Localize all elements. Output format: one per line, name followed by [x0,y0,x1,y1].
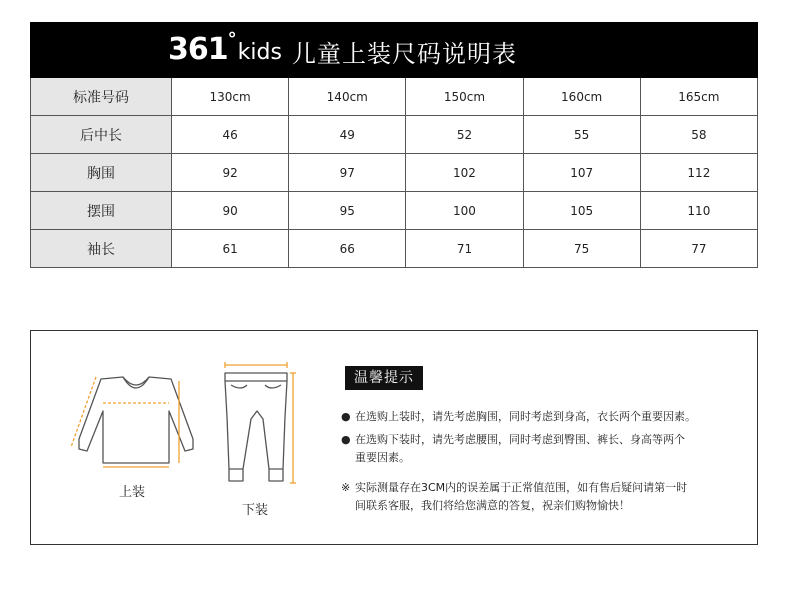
table-cell: 61 [172,230,289,268]
table-cell: 52 [406,116,523,154]
table-cell: 140cm [289,78,406,116]
page-title: 儿童上装尺码说明表 [292,40,517,68]
table-cell: 90 [172,192,289,230]
tips-box [30,330,758,545]
brand-logo [168,29,282,67]
table-cell: 95 [289,192,406,230]
logo-number: 361 [168,32,228,67]
size-table [30,78,758,268]
table-cell: 71 [406,230,523,268]
tip-text: 在选购下装时，请先考虑腰围，同时考虑到臀围、裤长、身高等两个 [355,433,685,446]
table-row [31,116,758,154]
table-row [31,230,758,268]
tip-text-continued: 重要因素。 [355,451,410,464]
bullet-icon: ● [341,410,351,423]
table-cell: 107 [523,154,640,192]
table-cell: 75 [523,230,640,268]
row-label: 袖长 [31,230,172,268]
row-label: 标准号码 [31,78,172,116]
table-cell: 46 [172,116,289,154]
table-cell: 55 [523,116,640,154]
tip-item [341,408,696,426]
top-garment-icon [61,371,211,471]
logo-degree: ° [227,29,237,50]
table-cell: 150cm [406,78,523,116]
row-label: 摆围 [31,192,172,230]
logo-kids: kids [237,40,282,65]
bottom-garment-icon [211,357,301,497]
table-cell: 77 [640,230,757,268]
note-icon: ※ [341,481,351,494]
row-label: 后中长 [31,116,172,154]
table-cell: 105 [523,192,640,230]
table-cell: 130cm [172,78,289,116]
table-row [31,192,758,230]
tip-text: 在选购上装时，请先考虑胸围，同时考虑到身高，衣长两个重要因素。 [355,410,696,423]
table-cell: 97 [289,154,406,192]
table-cell: 165cm [640,78,757,116]
bottom-garment-label: 下装 [242,503,269,518]
table-cell: 66 [289,230,406,268]
table-cell: 58 [640,116,757,154]
table-cell: 160cm [523,78,640,116]
note-text-continued: 间联系客服，我们将给您满意的答复，祝亲们购物愉快！ [355,499,630,512]
tips-title: 温馨提示 [345,366,423,390]
top-garment-label: 上装 [119,485,146,500]
tip-item [341,431,685,467]
table-cell: 92 [172,154,289,192]
table-cell: 110 [640,192,757,230]
table-row [31,78,758,116]
header-bar [30,22,758,78]
table-row [31,154,758,192]
table-cell: 102 [406,154,523,192]
table-cell: 49 [289,116,406,154]
row-label: 胸围 [31,154,172,192]
table-cell: 112 [640,154,757,192]
tip-note [341,479,687,515]
note-text: 实际测量存在3CM内的误差属于正常值范围，如有售后疑问请第一时 [355,481,688,494]
table-cell: 100 [406,192,523,230]
bullet-icon: ● [341,433,351,446]
